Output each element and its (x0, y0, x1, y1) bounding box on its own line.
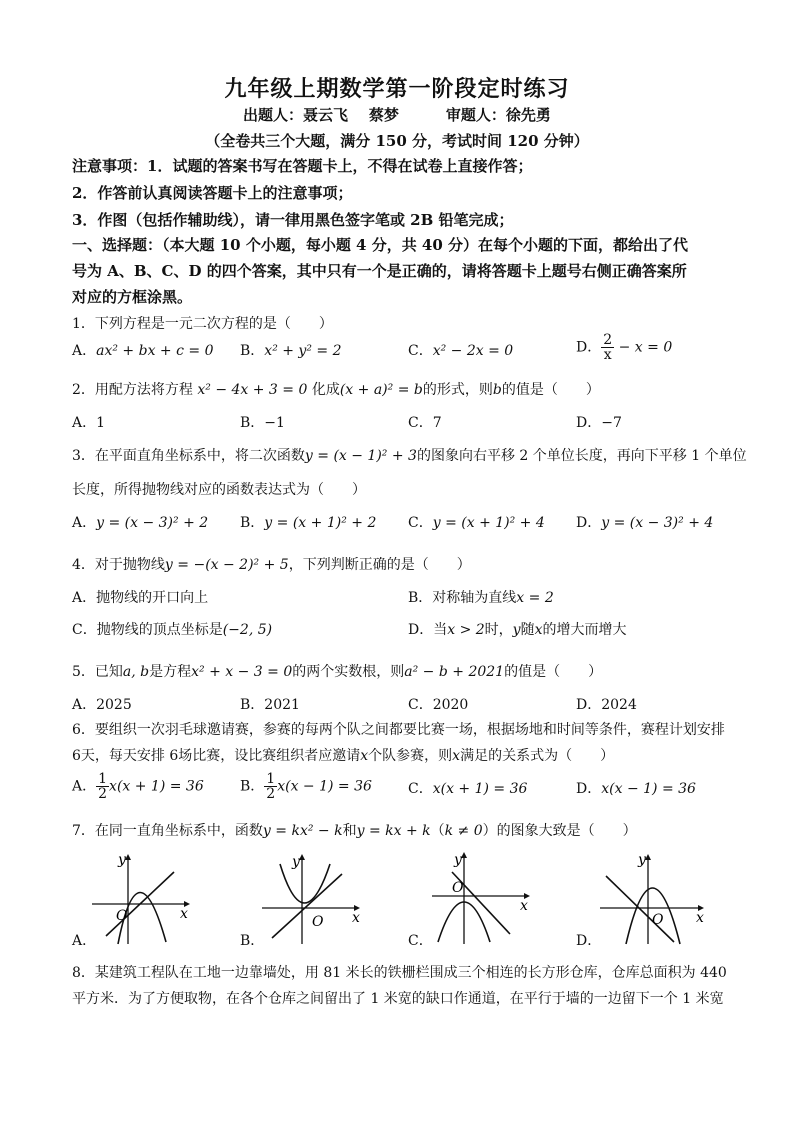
q6-option-b: B． $\frac{1}{2}$ x(x − 1) = 36 (240, 771, 372, 802)
q3-option-b: B．y = (x + 1)² + 2 (240, 515, 377, 531)
svg-text:x: x (520, 898, 528, 914)
svg-text:y: y (454, 852, 462, 868)
page-title: 九年级上期数学第一阶段定时练习 (224, 76, 570, 102)
origin-label: O (116, 908, 128, 924)
svg-text:O: O (312, 914, 324, 930)
q5-option-d: D．2024 (576, 697, 637, 713)
q6-stem-2: 6天，每天安排 6场比赛，设比赛组织者应邀请x个队参赛，则x满足的关系式为（ ） (72, 748, 615, 764)
q7-stem: 7．在同一直角坐标系中，函数y = kx² − k和y = kx + k（k ≠ 0）的图象大致是（ ） (72, 823, 637, 839)
q4-stem: 4．对于抛物线y = −(x − 2)² + 5，下列判断正确的是（ ） (72, 557, 471, 573)
q1-option-d: D． $\frac{2}{x}$ − x = 0 (576, 332, 673, 363)
authors-line: 出题人：聂云飞 蔡梦 审题人：徐先勇 (243, 106, 551, 124)
q7-graph-c (428, 852, 532, 946)
q7-option-d: D． (576, 933, 602, 949)
svg-text:x: x (352, 910, 360, 926)
q3-option-d: D．y = (x − 3)² + 4 (576, 515, 714, 531)
q7-graph-a (88, 852, 192, 946)
note-2: 2．作答前认真阅读答题卡上的注意事项； (72, 184, 353, 202)
q3-stem-2: 长度，所得抛物线对应的函数表达式为（ ） (72, 482, 366, 498)
exam-scope: （全卷共三个大题，满分 150 分，考试时间 120 分钟） (205, 132, 589, 150)
q6-option-d: D．x(x − 1) = 36 (576, 781, 696, 797)
q7-option-c: C． (408, 933, 433, 949)
q2-option-d: D．−7 (576, 415, 622, 431)
q7-option-a: A． (72, 933, 97, 949)
q3-stem-1: 3．在平面直角坐标系中，将二次函数y = (x − 1)² + 3的图象向右平移 2 个单位长度，再向下平移 1 个单位 (72, 448, 747, 464)
q6-stem-1: 6．要组织一次羽毛球邀请赛，参赛的每两个队之间都要比赛一场，根据场地和时间等条件，赛程计划安排 (72, 722, 725, 738)
q3-option-a: A．y = (x − 3)² + 2 (72, 515, 209, 531)
q5-stem: 5．已知a, b是方程x² + x − 3 = 0的两个实数根，则a² − b + 2021的值是（ ） (72, 664, 603, 680)
q7-graph-b (258, 852, 362, 946)
q4-option-d: D．当x > 2时，y随x的增大而增大 (408, 622, 627, 638)
section-1-intro-1: 一、选择题：（本大题 10 个小题，每小题 4 分，共 40 分）在每个小题的下面，都给出了代 (72, 236, 689, 254)
q4-option-b: B．对称轴为直线x = 2 (408, 590, 554, 606)
q1-option-b: B．x² + y² = 2 (240, 343, 342, 359)
q8-stem-1: 8．某建筑工程队在工地一边靠墙处，用 81 米长的铁栅栏围成三个相连的长方形仓库，仓库总面积为 440 (72, 965, 727, 981)
note-1: 注意事项：1．试题的答案书写在答题卡上，不得在试卷上直接作答； (72, 157, 533, 175)
svg-text:y: y (292, 854, 300, 870)
q6-option-c: C．x(x + 1) = 36 (408, 781, 528, 797)
q5-option-a: A．2025 (72, 697, 132, 713)
q8-stem-2: 平方米．为了方便取物，在各个仓库之间留出了 1 米宽的缺口作通道，在平行于墙的一边留下一个 1 米宽 (72, 991, 724, 1007)
section-1-intro-2: 号为 A、B、C、D 的四个答案，其中只有一个是正确的，请将答题卡上题号右侧正确答案所 (72, 262, 687, 280)
svg-text:y: y (638, 852, 646, 868)
svg-text:O: O (652, 912, 664, 928)
q6-option-a: A． $\frac{1}{2}$ x(x + 1) = 36 (72, 771, 204, 802)
q7-graph-d (596, 852, 706, 946)
svg-text:x: x (696, 910, 704, 926)
axis-x-label: x (180, 906, 188, 922)
q2-option-a: A．1 (72, 415, 106, 431)
q1-option-c: C．x² − 2x = 0 (408, 343, 514, 359)
q2-option-c: C．7 (408, 415, 442, 431)
q7-option-b: B． (240, 933, 265, 949)
q2-option-b: B．−1 (240, 415, 285, 431)
svg-text:O: O (452, 880, 464, 896)
note-3: 3．作图（包括作辅助线），请一律用黑色签字笔或 2B 铅笔完成； (72, 211, 514, 229)
q3-option-c: C．y = (x + 1)² + 4 (408, 515, 545, 531)
q1-option-a: A．ax² + bx + c = 0 (72, 343, 214, 359)
q2-stem: 2．用配方法将方程 x² − 4x + 3 = 0 化成(x + a)² = b的形式，则b的值是（ ） (72, 382, 600, 398)
q4-option-a: A．抛物线的开口向上 (72, 590, 209, 606)
q4-option-c: C．抛物线的顶点坐标是(−2, 5) (72, 622, 273, 638)
section-1-intro-3: 对应的方框涂黑。 (72, 288, 193, 306)
q5-option-c: C．2020 (408, 697, 469, 713)
q5-option-b: B．2021 (240, 697, 300, 713)
axis-y-label: y (118, 852, 126, 868)
q1-stem: 1．下列方程是一元二次方程的是（ ） (72, 316, 333, 332)
